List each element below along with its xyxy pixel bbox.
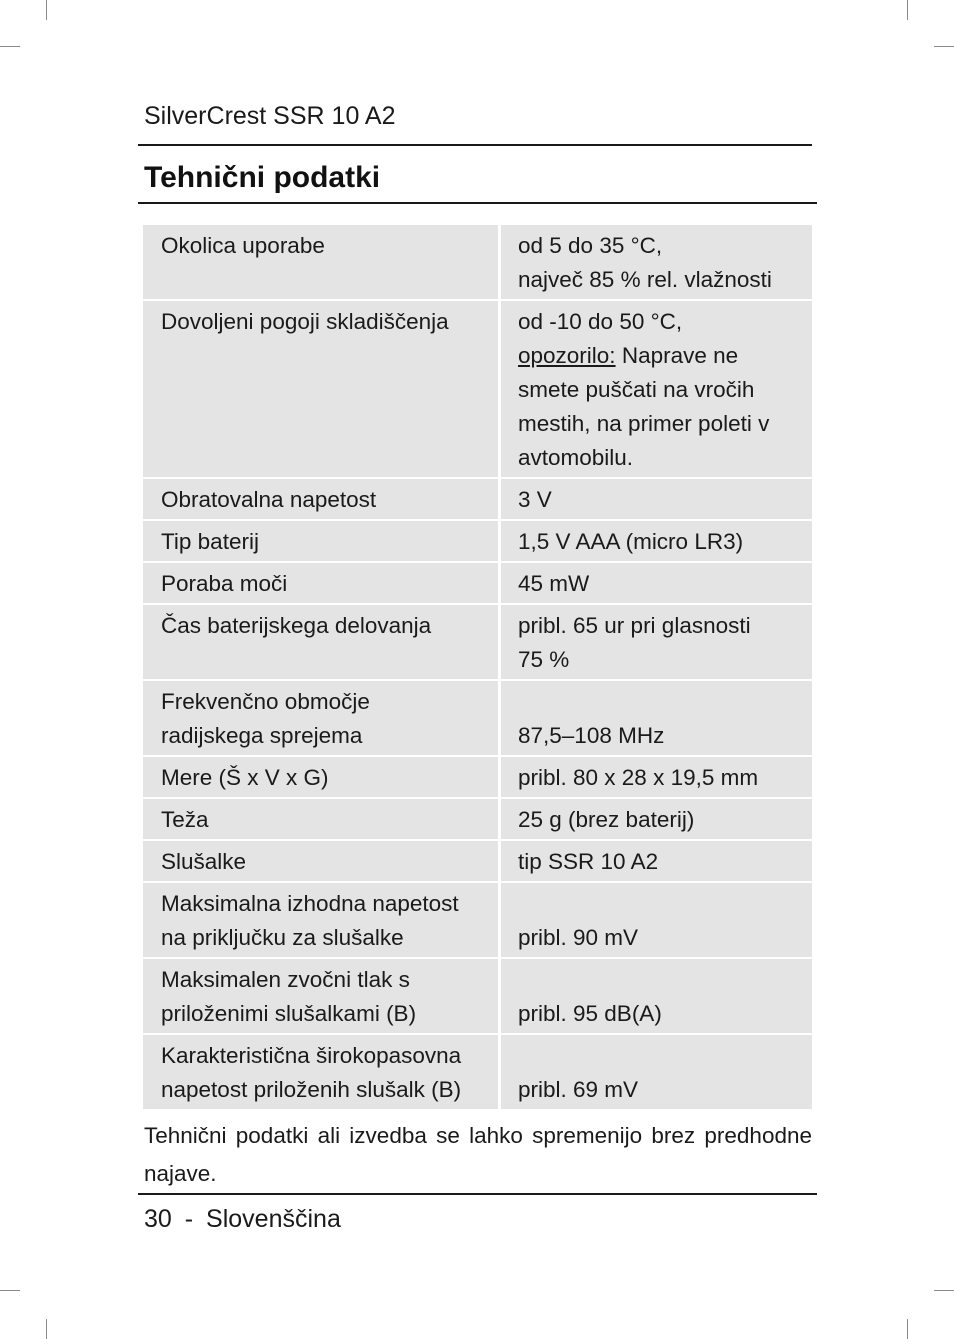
spec-label: Okolica uporabe	[143, 225, 501, 301]
spec-label: Maksimalen zvočni tlak s priloženimi slušalkami (B)	[143, 959, 501, 1035]
spec-value: pribl. 65 ur pri glasnosti 75 %	[501, 605, 812, 681]
spec-value-range: od -10 do 50 °C,	[518, 309, 683, 334]
spec-value: pribl. 95 dB(A)	[501, 959, 812, 1035]
table-row	[143, 563, 812, 605]
crop-mark	[0, 46, 20, 47]
warning-text: Naprave ne smete puščati na vročih mestih, na primer poleti v avtomobilu.	[518, 343, 770, 470]
spec-label: Slušalke	[143, 841, 501, 883]
crop-mark	[46, 0, 47, 20]
spec-value: 3 V	[501, 479, 812, 521]
table-row	[143, 521, 812, 563]
spec-value: od 5 do 35 °C, največ 85 % rel. vlažnosti	[501, 225, 812, 301]
spec-label: Dovoljeni pogoji skladiščenja	[143, 301, 501, 479]
section-rule	[138, 202, 817, 204]
spec-label: Poraba moči	[143, 563, 501, 605]
crop-mark	[934, 46, 954, 47]
spec-value: 1,5 V AAA (micro LR3)	[501, 521, 812, 563]
spec-value: 25 g (brez baterij)	[501, 799, 812, 841]
crop-mark	[907, 0, 908, 20]
table-row	[143, 225, 812, 301]
footnote: Tehnični podatki ali izvedba se lahko spremenijo brez predhodne najave.	[144, 1123, 812, 1186]
spec-value: pribl. 80 x 28 x 19,5 mm	[501, 757, 812, 799]
spec-label: Mere (Š x V x G)	[143, 757, 501, 799]
spec-value: pribl. 90 mV	[501, 883, 812, 959]
spec-table	[143, 225, 812, 1111]
document-header: SilverCrest SSR 10 A2	[144, 102, 396, 130]
spec-label: Teža	[143, 799, 501, 841]
header-rule	[138, 144, 812, 146]
table-row	[143, 681, 812, 757]
crop-mark	[0, 1290, 20, 1291]
table-row	[143, 799, 812, 841]
spec-label: Maksimalna izhodna napetost na priključku za slušalke	[143, 883, 501, 959]
warning-label: opozorilo:	[518, 343, 616, 368]
table-row	[143, 1035, 812, 1111]
spec-label: Karakteristična širokopasovna napetost priloženih slušalk (B)	[143, 1035, 501, 1111]
table-row	[143, 479, 812, 521]
table-row	[143, 959, 812, 1035]
footer-rule	[138, 1193, 817, 1195]
spec-value: 87,5–108 MHz	[501, 681, 812, 757]
crop-mark	[934, 1290, 954, 1291]
spec-value: tip SSR 10 A2	[501, 841, 812, 883]
table-row	[143, 757, 812, 799]
page-number: 30	[144, 1205, 172, 1233]
spec-label: Čas baterijskega delovanja	[143, 605, 501, 681]
spec-label: Obratovalna napetost	[143, 479, 501, 521]
table-row	[143, 883, 812, 959]
spec-label: Tip baterij	[143, 521, 501, 563]
crop-mark	[907, 1319, 908, 1339]
page-footer	[144, 1202, 341, 1236]
spec-label: Frekvenčno območje radijskega sprejema	[143, 681, 501, 757]
spec-value: 45 mW	[501, 563, 812, 605]
table-row	[143, 605, 812, 681]
table-row	[143, 301, 812, 479]
table-row	[143, 841, 812, 883]
spec-value	[501, 301, 812, 479]
spec-value: pribl. 69 mV	[501, 1035, 812, 1111]
crop-mark	[46, 1319, 47, 1339]
footer-language: Slovenščina	[206, 1205, 341, 1233]
section-title: Tehnični podatki	[144, 161, 381, 194]
footer-separator: -	[184, 1205, 194, 1233]
